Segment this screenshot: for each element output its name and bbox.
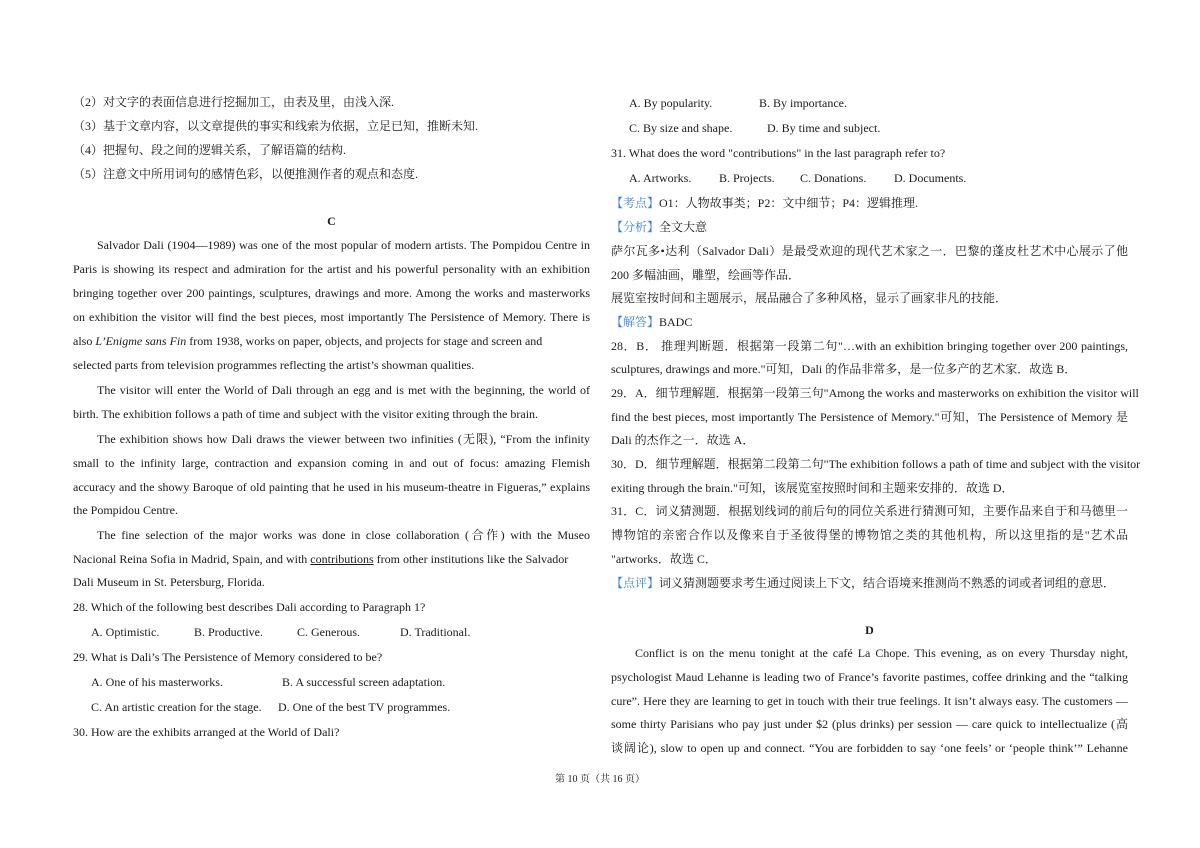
option[interactable]: B. A successful screen adaptation.	[282, 675, 446, 689]
option[interactable]: D. By time and subject.	[767, 121, 881, 135]
passage-line: The fine selection of the major works was done in close collaboration (合作) with the Museo	[97, 528, 590, 542]
options-29a	[91, 674, 590, 690]
option[interactable]: B. Productive.	[194, 625, 263, 639]
options-28	[91, 624, 590, 640]
answer-line: 30．D．细节理解题．根据第二段第二句"The exhibition follows a path of time and subject with the visitor	[611, 457, 1141, 471]
option[interactable]: A. One of his masterworks.	[91, 675, 223, 689]
underlined-word: contributions	[310, 552, 374, 566]
passage-line: bringing together over 200 paintings, sculptures, drawings and more. Among the works and masterworks	[73, 286, 590, 300]
option[interactable]: C. Donations.	[800, 171, 867, 185]
question-28: 28. Which of the following best describes Dali according to Paragraph 1?	[73, 600, 426, 614]
passage-line: birth. The exhibition follows a path of time and subject with the visitor exiting through the brain.	[73, 407, 539, 421]
passage-line: some thirty Parisians who pay just under $2 (plus drinks) per session — care quick to intellectualize (高	[611, 717, 1128, 731]
italic-title: L’Enigme sans Fin	[95, 334, 187, 348]
options-30b	[629, 120, 1128, 136]
options-29b	[91, 699, 590, 715]
passage-line: on exhibition the visitor will find the best pieces, most importantly The Persistence of Memory. There is	[73, 310, 590, 324]
text-run: from 1938, works on paper, objects, and projects for stage and screen and	[186, 334, 543, 348]
text-run: BADC	[659, 315, 693, 329]
tip-line: （4）把握句、段之间的逻辑关系，了解语篇的结构.	[73, 143, 347, 157]
analysis-line: 展览室按时间和主题展示，展品融合了多种风格，显示了画家非凡的技能．	[611, 291, 1008, 305]
passage-line: accuracy and the showy Baroque of old painting that he used in his museum-theatre in Figueras,” explains	[73, 480, 590, 494]
fenxi-line	[611, 219, 1128, 235]
answer-line: 博物馆的亲密合作以及像来自于圣彼得堡的博物馆之类的其他机构，所以这里指的是"艺术品	[611, 528, 1128, 542]
jieda-tag: 【解答】	[611, 315, 660, 329]
dianping-tag: 【点评】	[611, 576, 660, 590]
text-run: 词义猜测题要求考生通过阅读上下文，结合语境来推测尚不熟悉的词或者词组的意思．	[659, 576, 1116, 590]
tip-line: （2）对文字的表面信息进行挖掘加工，由表及里，由浅入深.	[73, 95, 395, 109]
passage-line: Salvador Dali (1904—1989) was one of the most popular of modern artists. The Pompidou Centre in	[97, 238, 590, 252]
dianping-line	[611, 575, 1128, 591]
question-29: 29. What is Dali’s The Persistence of Memory considered to be?	[73, 650, 383, 664]
question-31: 31. What does the word "contributions" in the last paragraph refer to?	[611, 146, 946, 160]
text-run: Nacional Reina Sofia in Madrid, Spain, and with	[73, 552, 311, 566]
passage-line	[73, 551, 590, 567]
option[interactable]: D. One of the best TV programmes.	[278, 700, 451, 714]
passage-line: The visitor will enter the World of Dali through an egg and is met with the beginning, the world of	[97, 383, 590, 397]
options-30a	[629, 95, 1128, 111]
kaodian-line	[611, 195, 1128, 211]
passage-line: selected parts from television programmes reflecting the artist’s showman qualities.	[73, 358, 475, 372]
passage-line: 谈阔论), slow to open up and connect. “You are forbidden to say ‘one feels’ or ‘people think’” Lehanne	[611, 741, 1128, 755]
option[interactable]: C. An artistic creation for the stage.	[91, 700, 262, 714]
passage-line	[73, 333, 590, 349]
text-run: from other institutions like the Salvador	[373, 552, 569, 566]
page-footer: 第 10 页（共 16 页）	[555, 774, 645, 785]
passage-line: Dali Museum in St. Petersburg, Florida.	[73, 575, 265, 589]
option[interactable]: C. By size and shape.	[629, 121, 733, 135]
text-run: O1：人物故事类；P2：文中细节；P4：逻辑推理.	[659, 196, 919, 210]
text-run: 全文大意	[659, 220, 708, 234]
option[interactable]: B. Projects.	[719, 171, 775, 185]
analysis-line: 200 多幅油画，雕塑，绘画等作品．	[611, 268, 801, 282]
jieda-line	[611, 314, 1128, 330]
answer-line: "artworks．故选 C．	[611, 552, 717, 566]
option[interactable]: A. By popularity.	[629, 96, 713, 110]
kaodian-tag: 【考点】	[611, 196, 660, 210]
answer-line: find the best pieces, most importantly The Persistence of Memory."可知，The Persistence of Memory 是	[611, 410, 1128, 424]
section-title-c: C	[327, 214, 336, 228]
text-run: also	[73, 334, 96, 348]
option[interactable]: A. Artworks.	[629, 171, 692, 185]
fenxi-tag: 【分析】	[611, 220, 660, 234]
passage-line: Paris is showing its respect and admiration for the artist and his powerful personality with an exhibition	[73, 262, 590, 276]
passage-line: cure”. Here they are learning to get in touch with their true feelings. It isn’t always easy. The customers —	[611, 694, 1128, 708]
passage-line: psychologist Maud Lehanne is leading two of France’s favorite pastimes, coffee drinking and the “talking	[611, 670, 1128, 684]
option[interactable]: C. Generous.	[297, 625, 360, 639]
option[interactable]: B. By importance.	[759, 96, 847, 110]
option[interactable]: D. Documents.	[894, 171, 967, 185]
option[interactable]: D. Traditional.	[400, 625, 471, 639]
answer-line: 29．A．细节理解题．根据第一段第三句"Among the works and masterworks on exhibition the visitor will	[611, 386, 1139, 400]
answer-line: 31．C．词义猜测题．根据划线词的前后句的同位关系进行猜测可知，主要作品来自于和马德里一	[611, 504, 1128, 518]
option[interactable]: A. Optimistic.	[91, 625, 160, 639]
passage-line: The exhibition shows how Dali draws the viewer between two infinities (无限), “From the infinity	[97, 432, 590, 446]
answer-line: 28．B． 推理判断题．根据第一段第二句"…with an exhibition bringing together over 200 paintings,	[611, 339, 1128, 353]
analysis-line: 萨尔瓦多•达利（Salvador Dali）是最受欢迎的现代艺术家之一．巴黎的蓬皮杜艺术中心展示了他	[611, 244, 1128, 258]
options-31	[629, 170, 1128, 186]
section-title-d: D	[865, 623, 874, 637]
answer-line: exiting through the brain."可知，该展览室按照时间和主题来安排的．故选 D．	[611, 481, 1014, 495]
tip-line: （3）基于文章内容，以文章提供的事实和线索为依据，立足已知，推断未知.	[73, 119, 479, 133]
passage-line: Conflict is on the menu tonight at the café La Chope. This evening, as on every Thursday night,	[635, 646, 1128, 660]
answer-line: sculptures, drawings and more."可知，Dali 的作品非常多，是一位多产的艺术家．故选 B．	[611, 362, 1077, 376]
answer-line: Dali 的杰作之一．故选 A．	[611, 433, 755, 447]
passage-line: the Pompidou Centre.	[73, 503, 178, 517]
passage-line: small to the infinity large, contraction and expansion coming in and out of focus: amazing Flemish	[73, 456, 590, 470]
question-30: 30. How are the exhibits arranged at the World of Dali?	[73, 725, 340, 739]
tip-line: （5）注意文中所用词句的感情色彩，以便推测作者的观点和态度.	[73, 167, 419, 181]
